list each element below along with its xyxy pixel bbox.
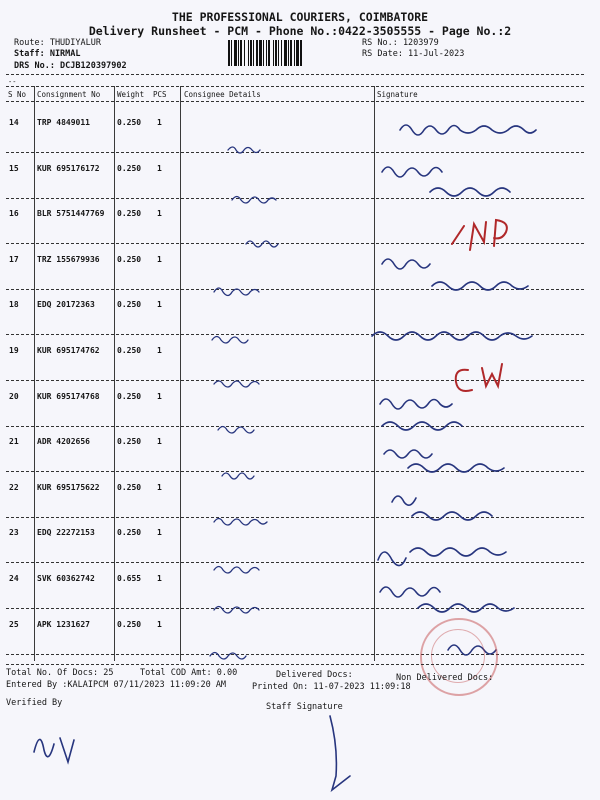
row-serial-number: 17 bbox=[9, 254, 19, 264]
row-pieces: 1 bbox=[157, 574, 162, 583]
rs-number: RS No.: 1203979 bbox=[362, 38, 439, 48]
receiver-signature bbox=[378, 552, 406, 566]
consignee-scribble bbox=[222, 473, 254, 479]
receiver-signature bbox=[400, 125, 536, 135]
row-consignment-number: ADR 4202656 bbox=[37, 437, 90, 447]
column-divider bbox=[374, 86, 375, 661]
col-header-signature: Signature bbox=[377, 90, 418, 99]
receiver-signature bbox=[382, 167, 442, 177]
row-divider bbox=[6, 471, 584, 472]
row-pieces: 1 bbox=[157, 482, 162, 492]
company-title: THE PROFESSIONAL COURIERS, COIMBATORE bbox=[171, 10, 429, 24]
row-pieces: 1 bbox=[157, 346, 162, 355]
row-consignment-number: TRP 4849011 bbox=[37, 118, 90, 127]
row-pieces: 1 bbox=[157, 118, 162, 127]
row-divider bbox=[6, 243, 584, 244]
row-serial-number: 15 bbox=[9, 163, 19, 173]
row-weight: 0.250 bbox=[117, 482, 142, 492]
receiver-signature bbox=[372, 332, 532, 340]
row-serial-number: 21 bbox=[9, 437, 19, 447]
verified-by-label: Verified By bbox=[6, 698, 63, 708]
row-divider bbox=[6, 289, 584, 290]
row-divider bbox=[6, 426, 584, 427]
runsheet-subtitle: Delivery Runsheet - PCM - Phone No.:0422-3505555 - Page No.:2 bbox=[88, 24, 512, 38]
row-weight: 0.250 bbox=[117, 118, 142, 127]
staff-signature-mark bbox=[330, 716, 350, 790]
row-weight: 0.250 bbox=[117, 254, 142, 264]
consignee-scribble bbox=[214, 519, 267, 526]
row-divider bbox=[6, 608, 584, 609]
receiver-signature bbox=[380, 399, 452, 409]
column-divider bbox=[114, 86, 115, 661]
row-consignment-number: SVK 60362742 bbox=[37, 574, 95, 583]
column-divider bbox=[180, 86, 181, 661]
row-divider bbox=[6, 517, 584, 518]
row-weight: 0.250 bbox=[117, 528, 142, 538]
row-consignment-number: KUR 695174768 bbox=[37, 391, 100, 401]
row-weight: 0.250 bbox=[117, 209, 142, 219]
row-weight: 0.250 bbox=[117, 300, 142, 310]
row-divider bbox=[6, 152, 584, 153]
col-header-pcs: PCS bbox=[153, 90, 167, 99]
row-divider bbox=[6, 380, 584, 381]
row-consignment-number: APK 1231627 bbox=[37, 619, 90, 629]
row-consignment-number: KUR 695174762 bbox=[37, 346, 100, 355]
dash-marker: -- bbox=[8, 78, 17, 86]
row-pieces: 1 bbox=[157, 528, 162, 538]
verifier-signature bbox=[34, 738, 74, 762]
receiver-signature bbox=[384, 450, 432, 458]
row-pieces: 1 bbox=[157, 300, 162, 310]
barcode bbox=[228, 40, 356, 66]
row-serial-number: 20 bbox=[9, 391, 19, 401]
row-weight: 0.250 bbox=[117, 346, 142, 355]
row-consignment-number: KUR 695176172 bbox=[37, 163, 100, 173]
column-header-top-rule bbox=[6, 86, 584, 87]
receiver-signature bbox=[392, 496, 416, 505]
total-docs: Total No. Of Docs: 25 bbox=[6, 668, 114, 678]
drs-number: DRS No.: DCJB120397902 bbox=[14, 61, 127, 71]
row-consignment-number: TRZ 155679936 bbox=[37, 254, 100, 264]
col-header-consignment: Consignment No bbox=[37, 90, 101, 99]
consignee-scribble bbox=[218, 427, 254, 434]
header-divider bbox=[6, 74, 584, 75]
row-consignment-number: KUR 695175622 bbox=[37, 482, 100, 492]
delivered-docs: Delivered Docs: bbox=[276, 670, 353, 680]
col-header-consignee: Consignee Details bbox=[184, 90, 261, 99]
staff-label: Staff: NIRMAL bbox=[14, 49, 81, 59]
receiver-signature bbox=[382, 259, 430, 269]
row-pieces: 1 bbox=[157, 254, 162, 264]
receiver-signature bbox=[430, 188, 510, 196]
row-serial-number: 18 bbox=[9, 300, 19, 310]
company-stamp bbox=[420, 618, 498, 696]
staff-signature-label: Staff Signature bbox=[266, 702, 343, 712]
non-delivered-docs: Non Delivered Docs: bbox=[396, 673, 494, 683]
row-pieces: 1 bbox=[157, 437, 162, 447]
consignee-scribble bbox=[214, 567, 259, 574]
row-divider bbox=[6, 198, 584, 199]
row-weight: 0.655 bbox=[117, 574, 142, 583]
row-weight: 0.250 bbox=[117, 619, 142, 629]
route-label: Route: THUDIYALUR bbox=[14, 38, 101, 48]
row-serial-number: 16 bbox=[9, 209, 19, 219]
row-serial-number: 22 bbox=[9, 482, 19, 492]
row-serial-number: 25 bbox=[9, 619, 19, 629]
footer-divider bbox=[6, 664, 584, 665]
row-consignment-number: EDQ 22272153 bbox=[37, 528, 95, 538]
entered-by: Entered By :KALAIPCM 07/11/2023 11:09:20 AM bbox=[6, 680, 227, 690]
row-pieces: 1 bbox=[157, 163, 162, 173]
column-header-bottom-rule bbox=[6, 101, 584, 102]
receiver-signature bbox=[410, 548, 506, 556]
column-divider bbox=[34, 86, 35, 661]
consignee-scribble bbox=[214, 381, 259, 387]
row-serial-number: 24 bbox=[9, 574, 19, 583]
total-cod: Total COD Amt: 0.00 bbox=[140, 668, 238, 678]
printed-on: Printed On: 11-07-2023 11:09:18 bbox=[252, 682, 411, 692]
row-serial-number: 14 bbox=[9, 118, 19, 127]
row-pieces: 1 bbox=[157, 391, 162, 401]
col-header-weight: Weight bbox=[117, 90, 145, 99]
rs-date: RS Date: 11-Jul-2023 bbox=[362, 49, 465, 59]
nip-red-mark bbox=[452, 220, 507, 250]
receiver-signature bbox=[380, 587, 440, 597]
row-weight: 0.250 bbox=[117, 391, 142, 401]
row-consignment-number: BLR 5751447769 bbox=[37, 209, 105, 219]
barcode-bar bbox=[302, 40, 303, 66]
row-weight: 0.250 bbox=[117, 437, 142, 447]
row-serial-number: 19 bbox=[9, 346, 19, 355]
col-header-sno: S No bbox=[8, 90, 27, 99]
row-serial-number: 23 bbox=[9, 528, 19, 538]
cw-red-mark bbox=[456, 364, 502, 391]
row-pieces: 1 bbox=[157, 619, 162, 629]
consignee-scribble bbox=[212, 337, 248, 344]
row-divider bbox=[6, 334, 584, 335]
row-divider bbox=[6, 562, 584, 563]
row-weight: 0.250 bbox=[117, 163, 142, 173]
row-pieces: 1 bbox=[157, 209, 162, 219]
row-consignment-number: EDQ 20172363 bbox=[37, 300, 95, 310]
